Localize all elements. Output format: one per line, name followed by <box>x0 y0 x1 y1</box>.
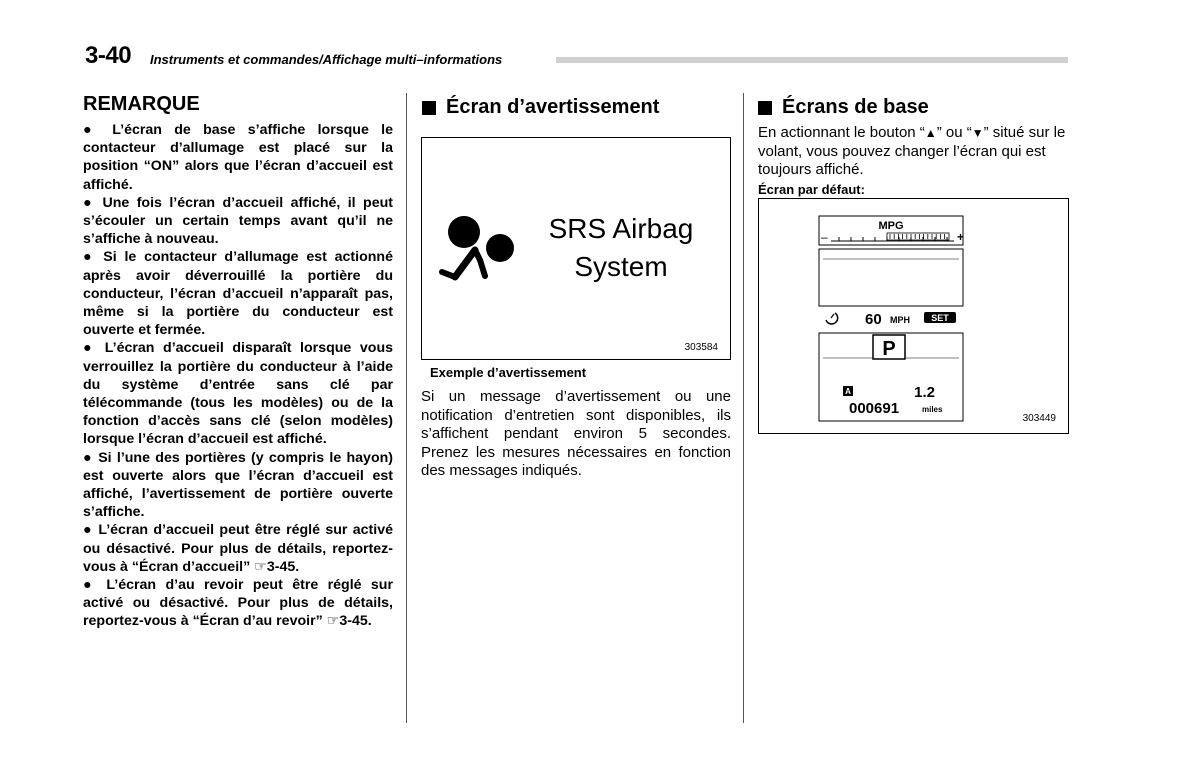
column-divider <box>743 93 744 723</box>
warning-figure <box>421 137 731 360</box>
note-item: ● Si l’une des portières (y compris le hayon) est ouverte alors que l’écran d’accueil est affiché, l’avertissement de portière ouverte s’affiche. <box>83 449 393 521</box>
figure-code: 303449 <box>1022 413 1056 424</box>
column-divider <box>406 93 407 723</box>
triangle-up-icon: ▲ <box>924 126 937 140</box>
header-rule <box>556 57 1068 63</box>
cruise-icon <box>826 313 838 324</box>
triangle-down-icon: ▼ <box>971 126 984 140</box>
warning-heading <box>422 96 659 119</box>
trip-value: 1.2 <box>914 384 935 401</box>
note-item: ● L’écran d’au revoir peut être réglé sur activé ou désactivé. Pour plus de détails, reportez-vous à “Écran d’au revoir” ☞3-45. <box>83 577 393 630</box>
warning-line1: SRS Airbag <box>548 213 694 244</box>
mpg-bar <box>887 233 949 240</box>
warning-line2: System <box>574 251 668 282</box>
note-item: ● Si le contacteur d’allumage est actionné après avoir déverrouillé la portière du conducteur, l’écran d’accueil n’apparaît pas, même si la portière du conducteur est ouverte et fermée. <box>83 249 393 339</box>
square-bullet-icon <box>422 101 436 115</box>
section-title: Instruments et commandes/Affichage multi–informations <box>150 52 503 67</box>
minus-label: – <box>821 230 828 244</box>
base-screens-body <box>758 124 1070 180</box>
note-item: ● Une fois l’écran d’accueil affiché, il peut s’écouler un certain temps avant qu’il ne s’affiche à nouveau. <box>83 194 393 248</box>
figure-code: 303584 <box>684 342 718 353</box>
set-badge-text: SET <box>931 313 949 323</box>
note-item: ● L’écran de base s’affiche lorsque le contacteur d’allumage est placé sur la position “ON” alors que l’écran d’accueil est affiché. <box>83 122 393 193</box>
default-screen-label: Écran par défaut: <box>758 182 865 197</box>
warning-body: Si un message d’avertissement ou une notification d’entretien sont disponibles, ils s’affichent pendant environ 5 secondes. Prenez les mesures nécessaires en fonction des messages indiqués. <box>421 388 731 479</box>
square-bullet-icon <box>758 101 772 115</box>
info-block <box>819 249 963 306</box>
odometer: 000691 <box>849 400 900 417</box>
base-screens-heading <box>758 96 929 119</box>
trip-badge-text: A <box>845 387 851 396</box>
airbag-icon <box>442 216 514 277</box>
body-text: ” situé sur le volant, vous pouvez changer l’écran qui est toujours affiché. <box>758 124 1066 178</box>
default-screen-figure <box>758 198 1069 434</box>
dashboard-display-svg <box>759 199 1068 433</box>
body-text: En actionnant le bouton “ <box>758 124 925 141</box>
figure-caption: Exemple d’avertissement <box>430 365 587 380</box>
base-screens-heading-text: Écrans de base <box>782 96 929 118</box>
mpg-bar-segments <box>890 234 945 239</box>
body-text: ” ou “ <box>936 124 972 141</box>
odometer-unit: miles <box>922 405 943 414</box>
mpg-label: MPG <box>878 220 904 232</box>
cruise-speed: 60 <box>865 311 882 328</box>
gear-letter: P <box>882 338 896 360</box>
speed-unit: MPH <box>890 315 910 325</box>
plus-label: + <box>957 230 965 244</box>
remark-notes <box>83 121 393 631</box>
page-number: 3-40 <box>85 42 132 69</box>
note-item: ● L’écran d’accueil peut être réglé sur activé ou désactivé. Pour plus de détails, reportez-vous à “Écran d’accueil” ☞3-45. <box>83 522 393 575</box>
warning-heading-text: Écran d’avertissement <box>446 96 660 118</box>
note-item: ● L’écran d’accueil disparaît lorsque vous verrouillez la portière du conducteur à l’aide du système d’entrée sans clé par télécommande (tous les modèles) ou de la fonction d’accès sans clé (selon modèles) lorsque l’écran d’accueil est affiché. <box>83 340 393 448</box>
warning-figure-svg <box>422 138 730 359</box>
remark-title: REMARQUE <box>83 93 200 115</box>
